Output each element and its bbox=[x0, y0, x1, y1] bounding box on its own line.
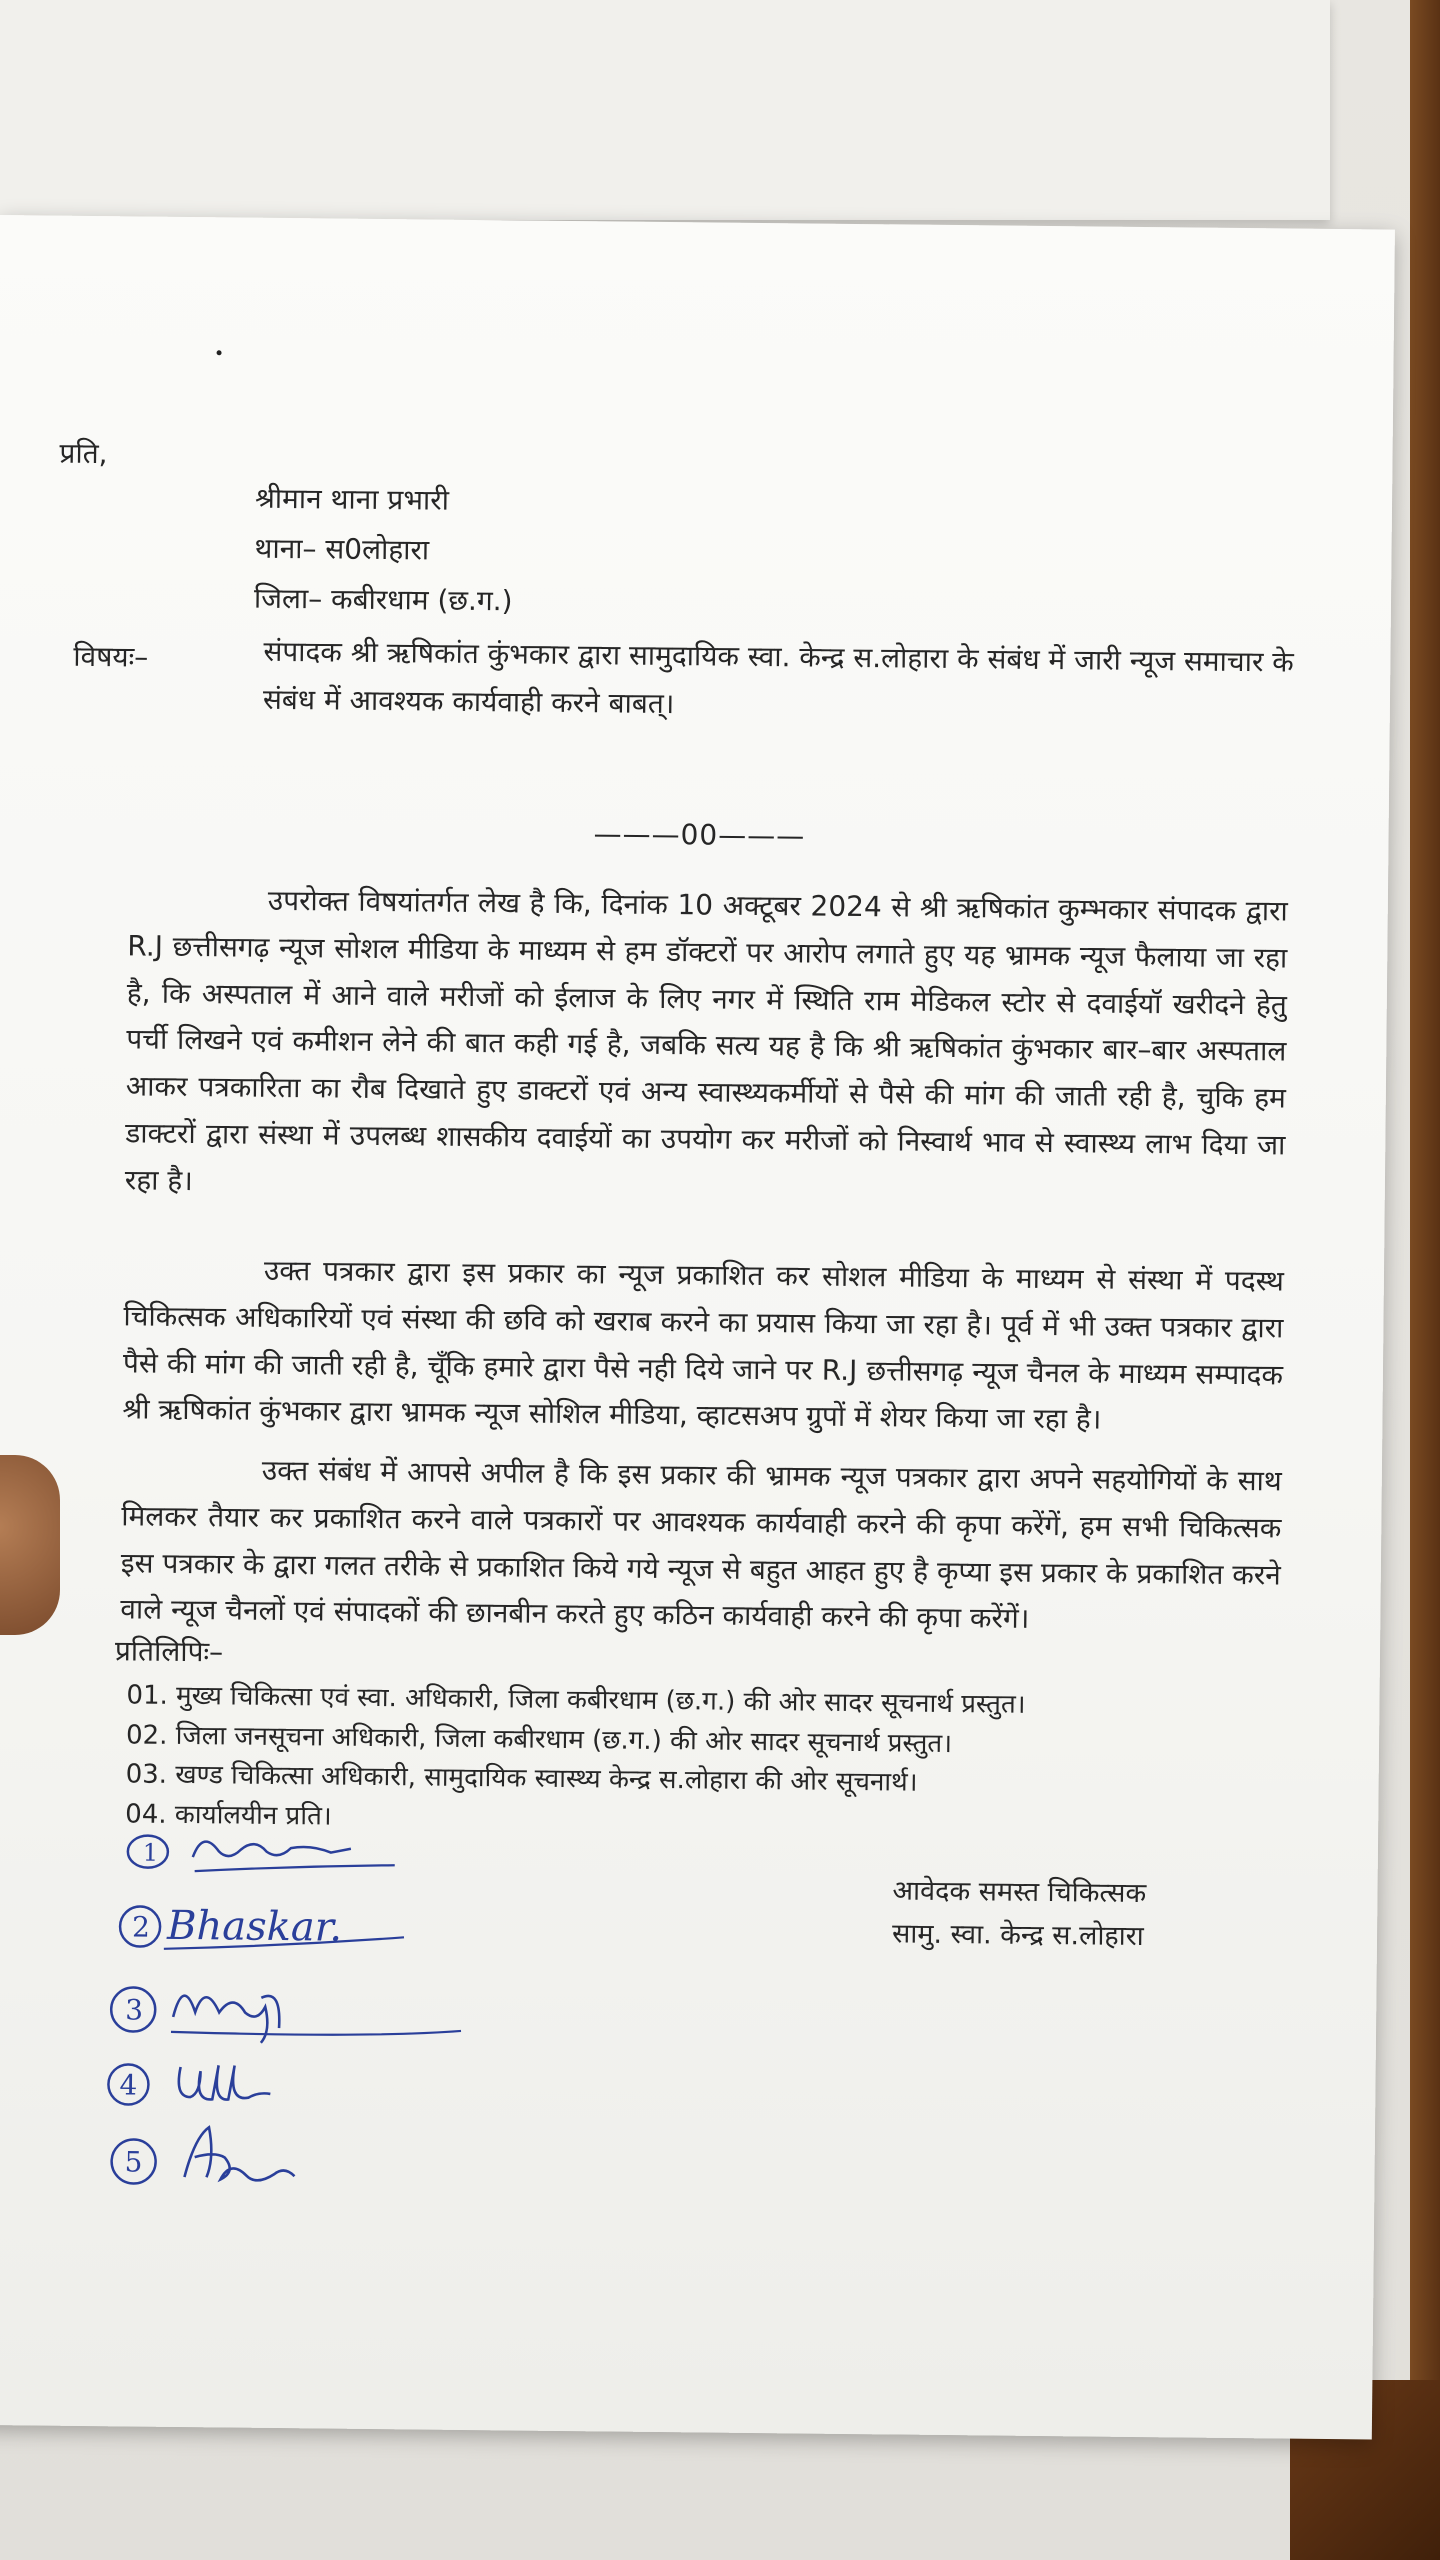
signature-number: 4 bbox=[119, 2068, 138, 2102]
recipient-line: थाना– स0लोहारा bbox=[254, 531, 430, 567]
subject-label: विषयः– bbox=[73, 639, 149, 674]
applicant-line: सामु. स्वा. केन्द्र स.लोहारा bbox=[891, 1918, 1144, 1953]
signature-3 bbox=[111, 1987, 462, 2045]
letter-sheet bbox=[0, 215, 1395, 2439]
recipient-address bbox=[254, 476, 514, 629]
applicant-block bbox=[892, 1869, 1147, 1958]
signature-text: Bhaskar. bbox=[166, 1902, 343, 1951]
salutation: प्रति, bbox=[59, 436, 108, 471]
wooden-frame bbox=[1410, 0, 1440, 2560]
paragraph bbox=[120, 1446, 1282, 1645]
holding-thumb bbox=[0, 1455, 60, 1635]
paragraph bbox=[122, 1246, 1284, 1445]
signature-number: 5 bbox=[124, 2145, 143, 2179]
signature-number: 1 bbox=[142, 1838, 159, 1867]
subject-text: संपादक श्री ऋषिकांत कुंभकार द्वारा सामुदायिक स्वा. केन्द्र स.लोहारा के संबंध में जारी न्यूज समाचार के संबंध में आवश्यक कार्यवाही करने बाबत्। bbox=[262, 634, 1294, 720]
signature-block bbox=[99, 1816, 523, 2210]
signature-4 bbox=[108, 2064, 270, 2106]
signature-5 bbox=[111, 2126, 295, 2185]
recipient-line: श्रीमान थाना प्रभारी bbox=[254, 481, 450, 517]
copy-item: 01. मुख्य चिकित्सा एवं स्वा. अधिकारी, जिला कबीरधाम (छ.ग.) की ओर सादर सूचनार्थ प्रस्तुत। bbox=[126, 1680, 1026, 1720]
copy-item: 04. कार्यालयीन प्रति। bbox=[125, 1798, 332, 1832]
paragraph-text: उक्त पत्रकार द्वारा इस प्रकार का न्यूज प्रकाशित कर सोशल मीडिया के माध्यम से संस्था में पदस्थ चिकित्सक अधिकारियों एवं संस्था की छवि को खराब करने का प्रयास किया जा रहा है। पूर्व में भी उक्त पत्रकार द्वारा पैसे की मांग की जाती रही है, चूँकि हमारे द्वारा पैसे नही दिये जाने पर R.J छत्तीसगढ़ न्यूज चैनल के माध्यम सम्पादक श्री ऋषिकांत कुंभकार द्वारा भ्रामक न्यूज सोशिल मीडिया, व्हाटसअप ग्रुपों में शेयर किया जा रहा है। bbox=[122, 1253, 1285, 1436]
paragraph-text: उक्त संबंध में आपसे अपील है कि इस प्रकार की भ्रामक न्यूज पत्रकार द्वारा अपने सहयोगियों के साथ मिलकर तैयार कर प्रकाशित करने वाले पत्रकारों पर आवश्यक कार्यवाही करने की कृपा करेंगें, हम सभी चिकित्सक इस पत्रकार के द्वारा गलत तरीके से प्रकाशित किये गये न्यूज से बहुत आहत हुए है कृप्या इस प्रकार के प्रकाशित करने वाले न्यूज चैनलों एवं संपादकों की छानबीन करते हुए कठिन कार्यवाही करने की कृपा करेंगें। bbox=[120, 1453, 1282, 1636]
copy-item: 03. खण्ड चिकित्सा अधिकारी, सामुदायिक स्वास्थ्य केन्द्र स.लोहारा की ओर सूचनार्थ। bbox=[125, 1759, 918, 1798]
applicant-line: आवेदक समस्त चिकित्सक bbox=[892, 1875, 1147, 1910]
signature-number: 2 bbox=[131, 1910, 151, 1944]
signature-2 bbox=[120, 1902, 404, 1951]
section-divider: ———00——— bbox=[593, 817, 806, 853]
paragraph-text: उपरोक्त विषयांतर्गत लेख है कि, दिनांक 10 अक्टूबर 2024 से श्री ऋषिकांत कुम्भकार संपादक द्वारा R.J छत्तीसगढ़ न्यूज सोशल मीडिया के माध्यम से हम डॉक्टरों पर आरोप लगाते हुए यह भ्रामक न्यूज फैलाया जा रहा है, कि अस्पताल में आने वाले मरीजों को ईलाज के लिए नगर में स्थिति राम मेडिकल स्टोर से दवाईयॉ खरीदने हेतु पर्ची लिखने एवं कमीशन लेने की बात कही गई है, जबकि सत्य यह है कि श्री ऋषिकांत कुंभकार बार–बार अस्पताल आकर पत्रकारिता का रौब दिखाते हुए डाक्टरों एवं अन्य स्वास्थ्यकर्मीयों से पैसे की मांग की जाती रही है, चुकि हम डाक्टरों द्वारा संस्था में उपलब्ध शासकीय दवाईयों का उपयोग कर मरीजों को निस्वार्थ भाव से स्वास्थ्य लाभ दिया जा रहा है। bbox=[124, 883, 1288, 1197]
signature-1 bbox=[128, 1835, 395, 1873]
recipient-line: जिला– कबीरधाम (छ.ग.) bbox=[253, 581, 513, 618]
copy-item: 02. जिला जनसूचना अधिकारी, जिला कबीरधाम (छ.ग.) की ओर सादर सूचनार्थ प्रस्तुत। bbox=[125, 1719, 953, 1759]
copy-to-title: प्रतिलिपिः– bbox=[114, 1634, 224, 1669]
signature-number: 3 bbox=[125, 1993, 144, 2027]
background-sheet bbox=[0, 0, 1330, 220]
ink-dot bbox=[217, 350, 222, 355]
paragraph bbox=[125, 876, 1288, 1215]
